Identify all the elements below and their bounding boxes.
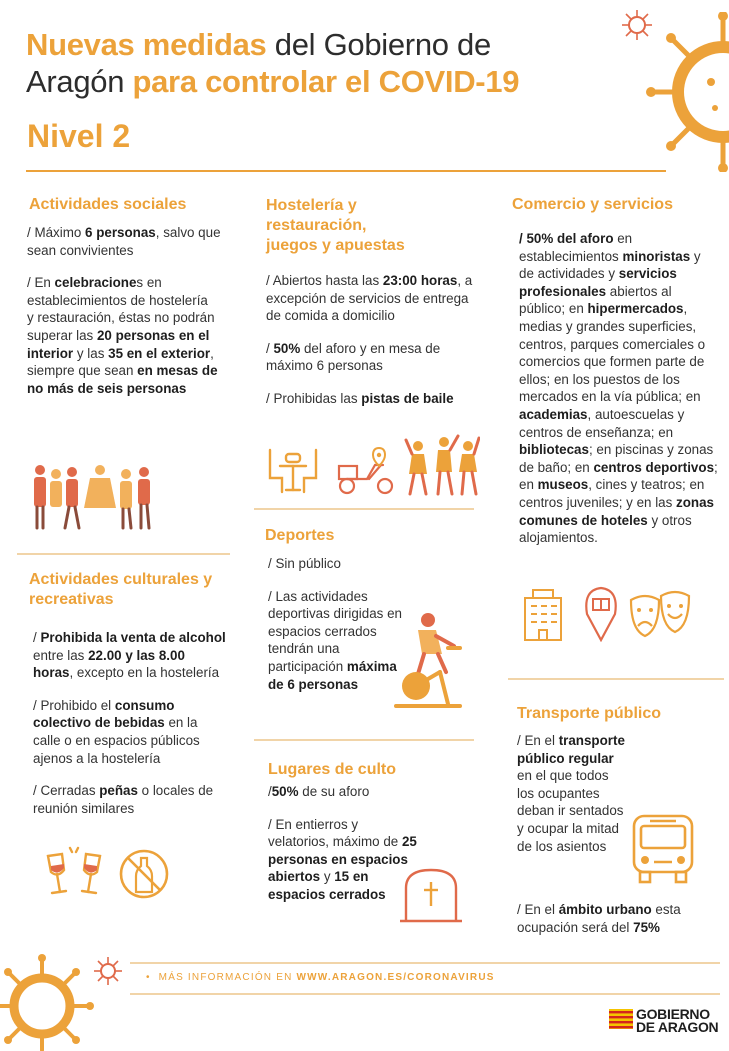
divider <box>254 739 474 741</box>
worship-text: /50% de su aforo / En entierros y velatorios, máximo de 25 personas en espacios abiertos y 15 en espacios cerrados <box>268 784 417 902</box>
sports-heading: Deportes <box>265 527 335 544</box>
transport-text-2: / En el ámbito urbano esta ocupación será del 75% <box>517 902 681 935</box>
exercise-bike-icon <box>388 612 468 712</box>
page-title: Nuevas medidas del Gobierno de Aragón para controlar el COVID-19 <box>26 27 520 99</box>
hospitality-heading: Hostelería y restauración, juegos y apuestas <box>266 197 405 254</box>
commerce-heading: Comercio y servicios <box>512 196 673 213</box>
tombstone-icon <box>398 866 464 926</box>
footer-divider-bottom <box>130 993 720 995</box>
cultural-text: / Prohibida la venta de alcohol entre las 22.00 y las 8.00 horas, excepto en la hostelería / Prohibido el consumo colectivo de bebidas en la calle o en espacios públicos ajenos a la hostelería / Cerradas peñas o locales de reunión similares <box>33 630 226 816</box>
footer-divider-top <box>130 962 720 964</box>
building-icon <box>519 588 567 642</box>
virus-small-icon <box>620 8 654 42</box>
cultural-heading: Actividades culturales y recreativas <box>29 571 213 608</box>
theater-masks-icon <box>629 590 691 640</box>
people-group-icon <box>28 462 158 532</box>
divider <box>254 508 474 510</box>
virus-bottom-icon <box>0 954 96 1051</box>
delivery-scooter-icon <box>333 444 397 496</box>
wine-toast-icon <box>40 846 108 898</box>
hospitality-text: / Abiertos hasta las 23:00 horas, a excepción de servicios de entrega de comida a domicilio / 50% del aforo y en mesa de máximo 6 personas / Prohibidas las pistas de baile <box>266 273 473 406</box>
social-text: / Máximo 6 personas, salvo que sean convivientes / En celebraciones en establecimientos de hostelería y restauración, éstas no podrán superar las 20 personas en el interior y las 35 en el exterior, siempre que sean en mesas de no más de seis personas <box>27 225 221 396</box>
transport-heading: Transporte público <box>517 705 662 722</box>
divider <box>508 678 724 680</box>
social-heading: Actividades sociales <box>29 196 187 213</box>
restaurant-table-icon <box>266 444 320 494</box>
no-alcohol-icon <box>118 848 170 900</box>
virus-large-icon <box>645 12 729 172</box>
sports-text: / Sin público / Las actividades deportivas dirigidas en espacios cerrados tendrán una participación máxima de 6 personas <box>268 556 402 692</box>
library-location-icon <box>583 586 619 642</box>
commerce-text: / 50% del aforo en establecimientos minoristas y de actividades y servicios profesionales abiertos al público; en hipermercados, medias y grandes superficies, centros, parques comerciales o comercios que formen parte de ellos; en los puestos de los mercados en la vía pública; en academias, autoescuelas y centros de enseñanza; en bibliotecas; en piscinas y zonas de baño; en centros deportivos; en museos, cines y teatros; en centros juveniles; y en las zonas comunes de hoteles y otros alojamientos. <box>519 231 718 546</box>
dancing-people-icon <box>404 434 480 496</box>
bus-icon <box>630 812 696 886</box>
header-divider <box>26 170 666 172</box>
more-info: • MÁS INFORMACIÓN EN WWW.ARAGON.ES/CORONAVIRUS <box>146 972 495 983</box>
worship-heading: Lugares de culto <box>268 761 397 778</box>
virus-tiny-icon <box>92 955 124 987</box>
divider <box>17 553 230 555</box>
more-info-link[interactable]: WWW.ARAGON.ES/CORONAVIRUS <box>296 972 495 983</box>
government-logo: GOBIERNO DE ARAGON <box>636 1006 719 1035</box>
aragon-flag-icon <box>609 1009 633 1029</box>
transport-text-1: / En el transporte público regular en el que todos los ocupantes deban ir sentados y ocupar la mitad de los asientos <box>517 733 625 854</box>
level-label: Nivel 2 <box>27 118 131 154</box>
